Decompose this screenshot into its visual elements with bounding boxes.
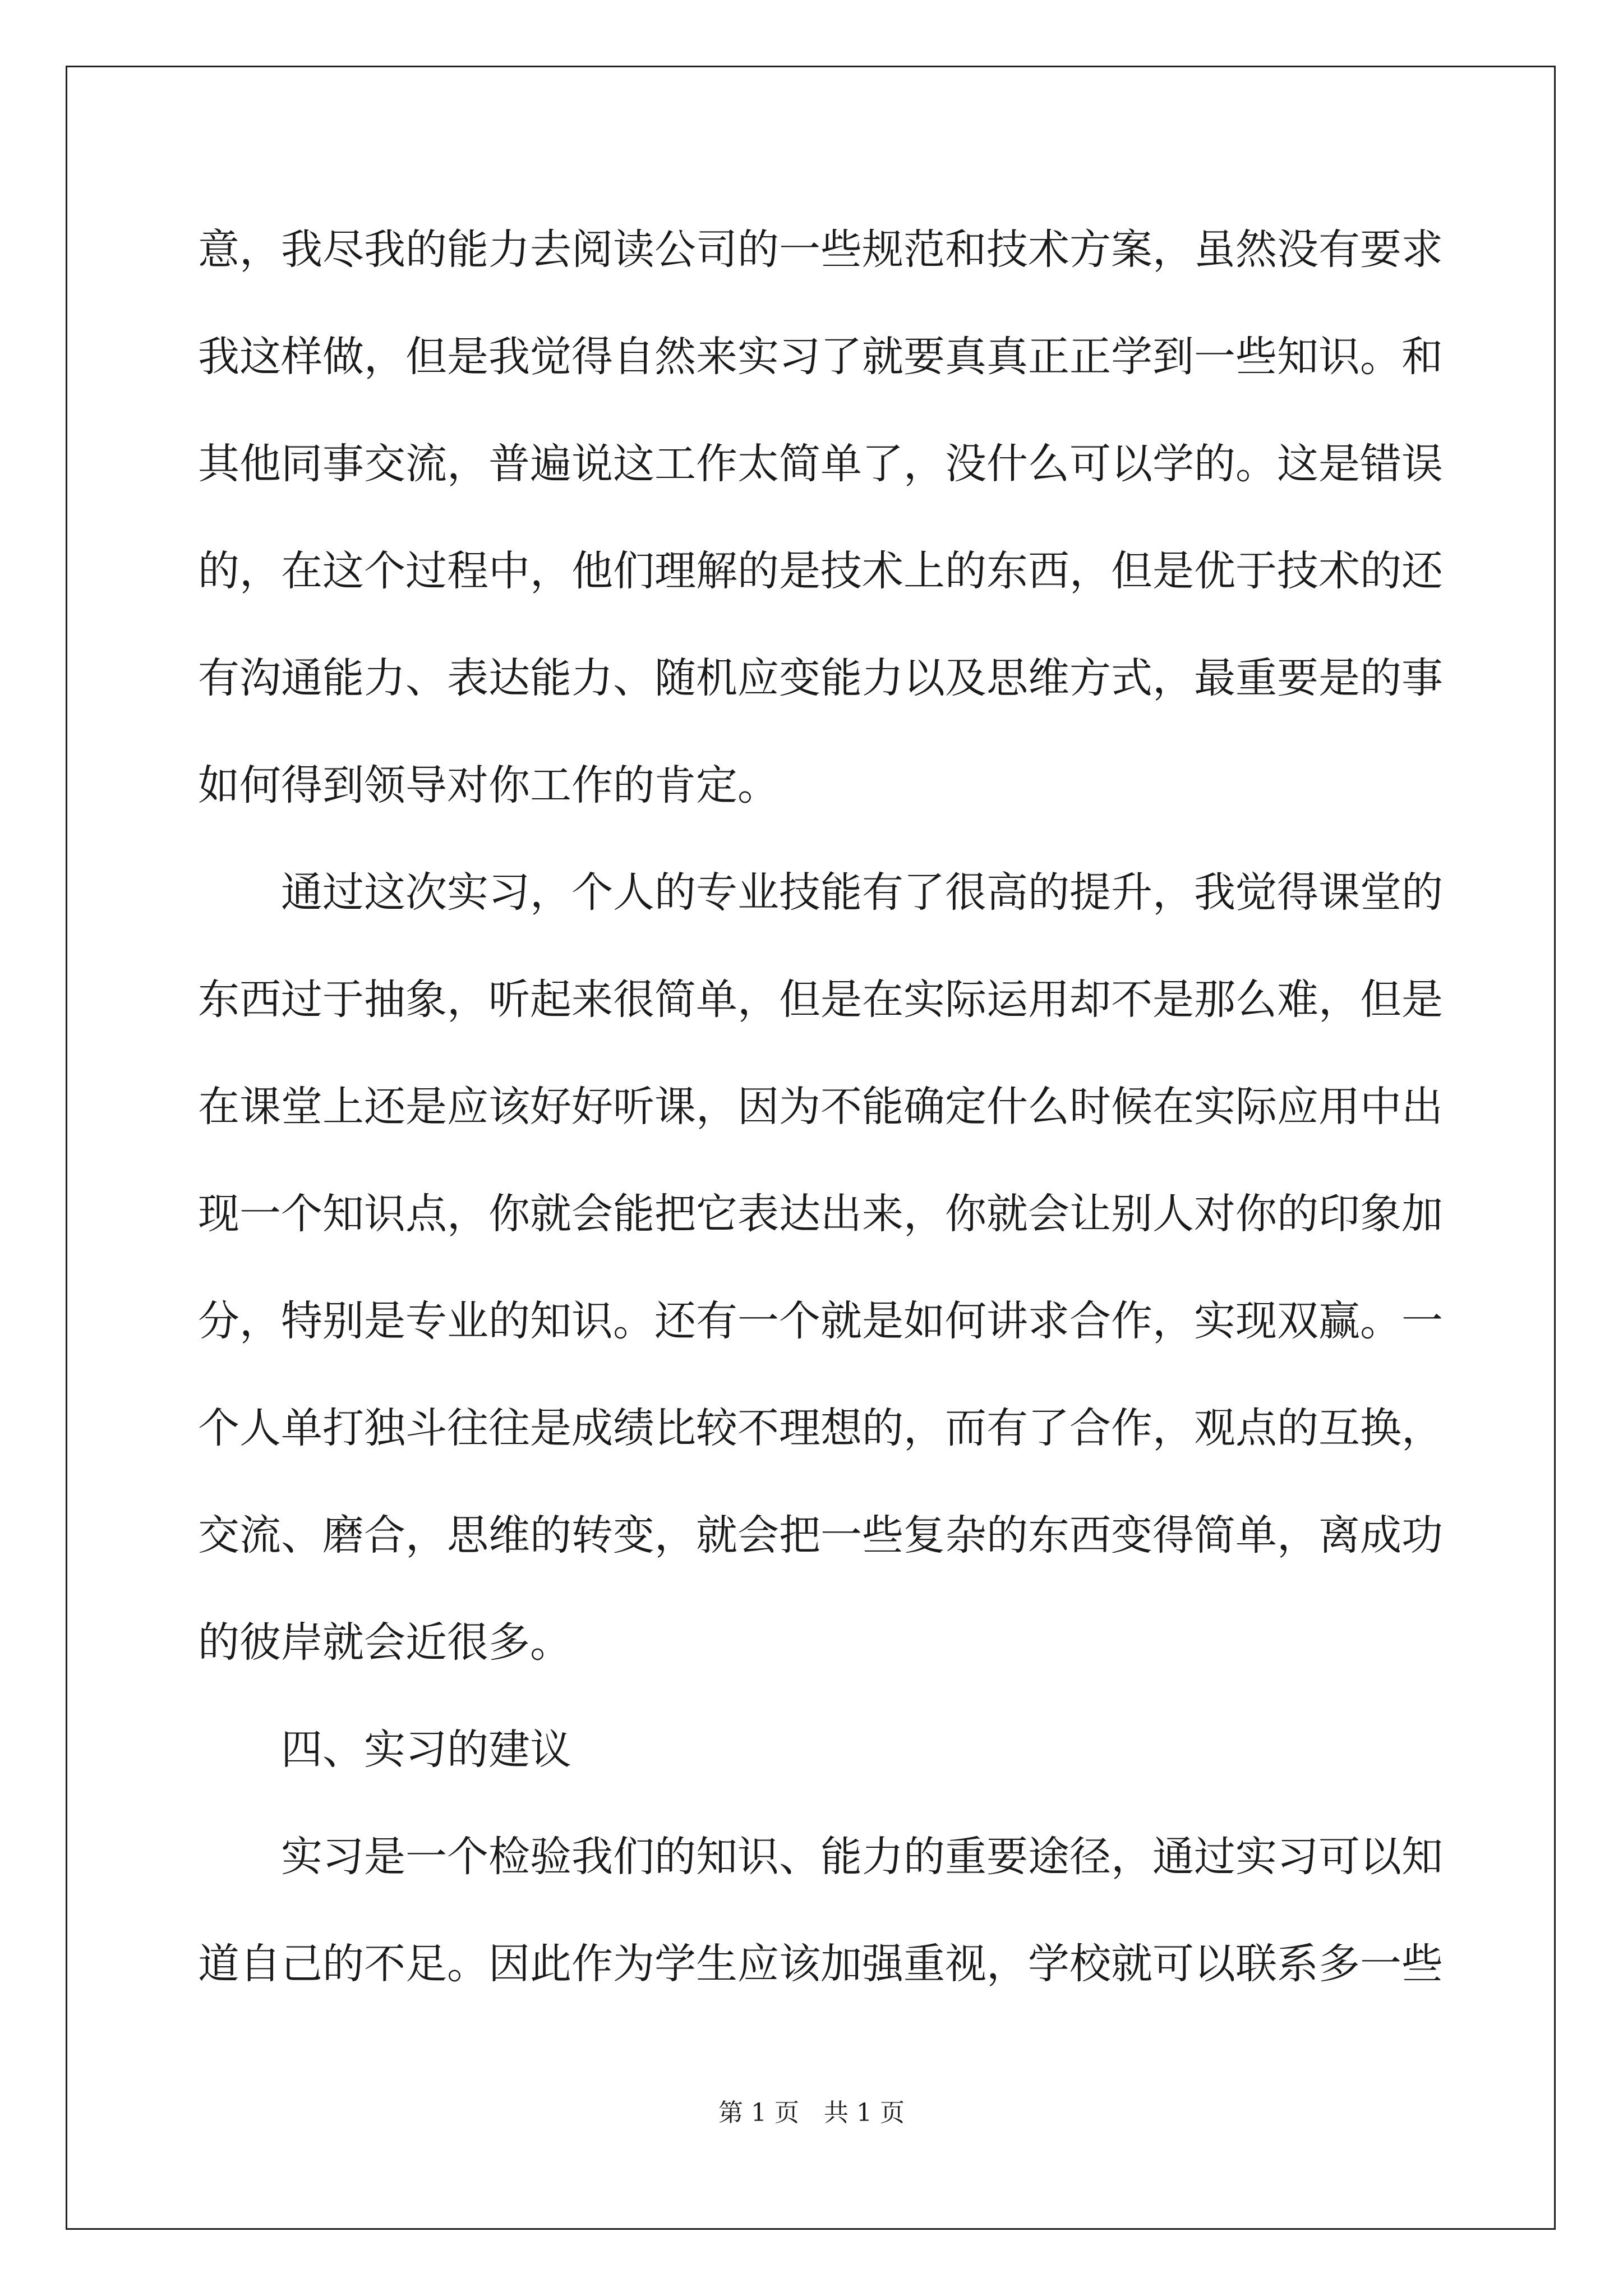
text-line: 实习是一个检验我们的知识、能力的重要途径，通过实习可以知: [198, 1833, 1443, 1881]
text-line: 其他同事交流，普遍说这工作太简单了，没什么可以学的。这是错误: [198, 440, 1443, 488]
page-footer: 第 1 页 共 1 页: [718, 2099, 905, 2127]
text-line: 如何得到领导对你工作的肯定。: [198, 761, 779, 809]
text-line: 通过这次实习，个人的专业技能有了很高的提升，我觉得课堂的: [198, 868, 1443, 917]
text-line: 的彼岸就会近很多。: [198, 1618, 571, 1667]
text-line: 的，在这个过程中，他们理解的是技术上的东西，但是优于技术的还: [198, 547, 1443, 595]
text-line: 意，我尽我的能力去阅读公司的一些规范和技术方案，虽然没有要求: [198, 226, 1443, 274]
document-body: [198, 196, 1443, 2018]
text-line: 现一个知识点，你就会能把它表达出来，你就会让别人对你的印象加: [198, 1190, 1443, 1238]
text-line: 我这样做，但是我觉得自然来实习了就要真真正正学到一些知识。和: [198, 333, 1443, 381]
text-line: 在课堂上还是应该好好听课，因为不能确定什么时候在实际应用中出: [198, 1083, 1443, 1131]
text-line: 个人单打独斗往往是成绩比较不理想的，而有了合作，观点的互换，: [198, 1404, 1443, 1452]
text-line: 交流、磨合，思维的转变，就会把一些复杂的东西变得简单，离成功: [198, 1511, 1443, 1559]
text-line: 分，特别是专业的知识。还有一个就是如何讲求合作，实现双赢。一: [198, 1297, 1443, 1345]
text-line: 有沟通能力、表达能力、随机应变能力以及思维方式，最重要是的事: [198, 654, 1443, 702]
section-heading: 四、实习的建议: [198, 1726, 571, 1774]
text-line: 道自己的不足。因此作为学生应该加强重视，学校就可以联系多一些: [198, 1940, 1443, 1988]
text-line: 东西过于抽象，听起来很简单，但是在实际运用却不是那么难，但是: [198, 976, 1443, 1024]
